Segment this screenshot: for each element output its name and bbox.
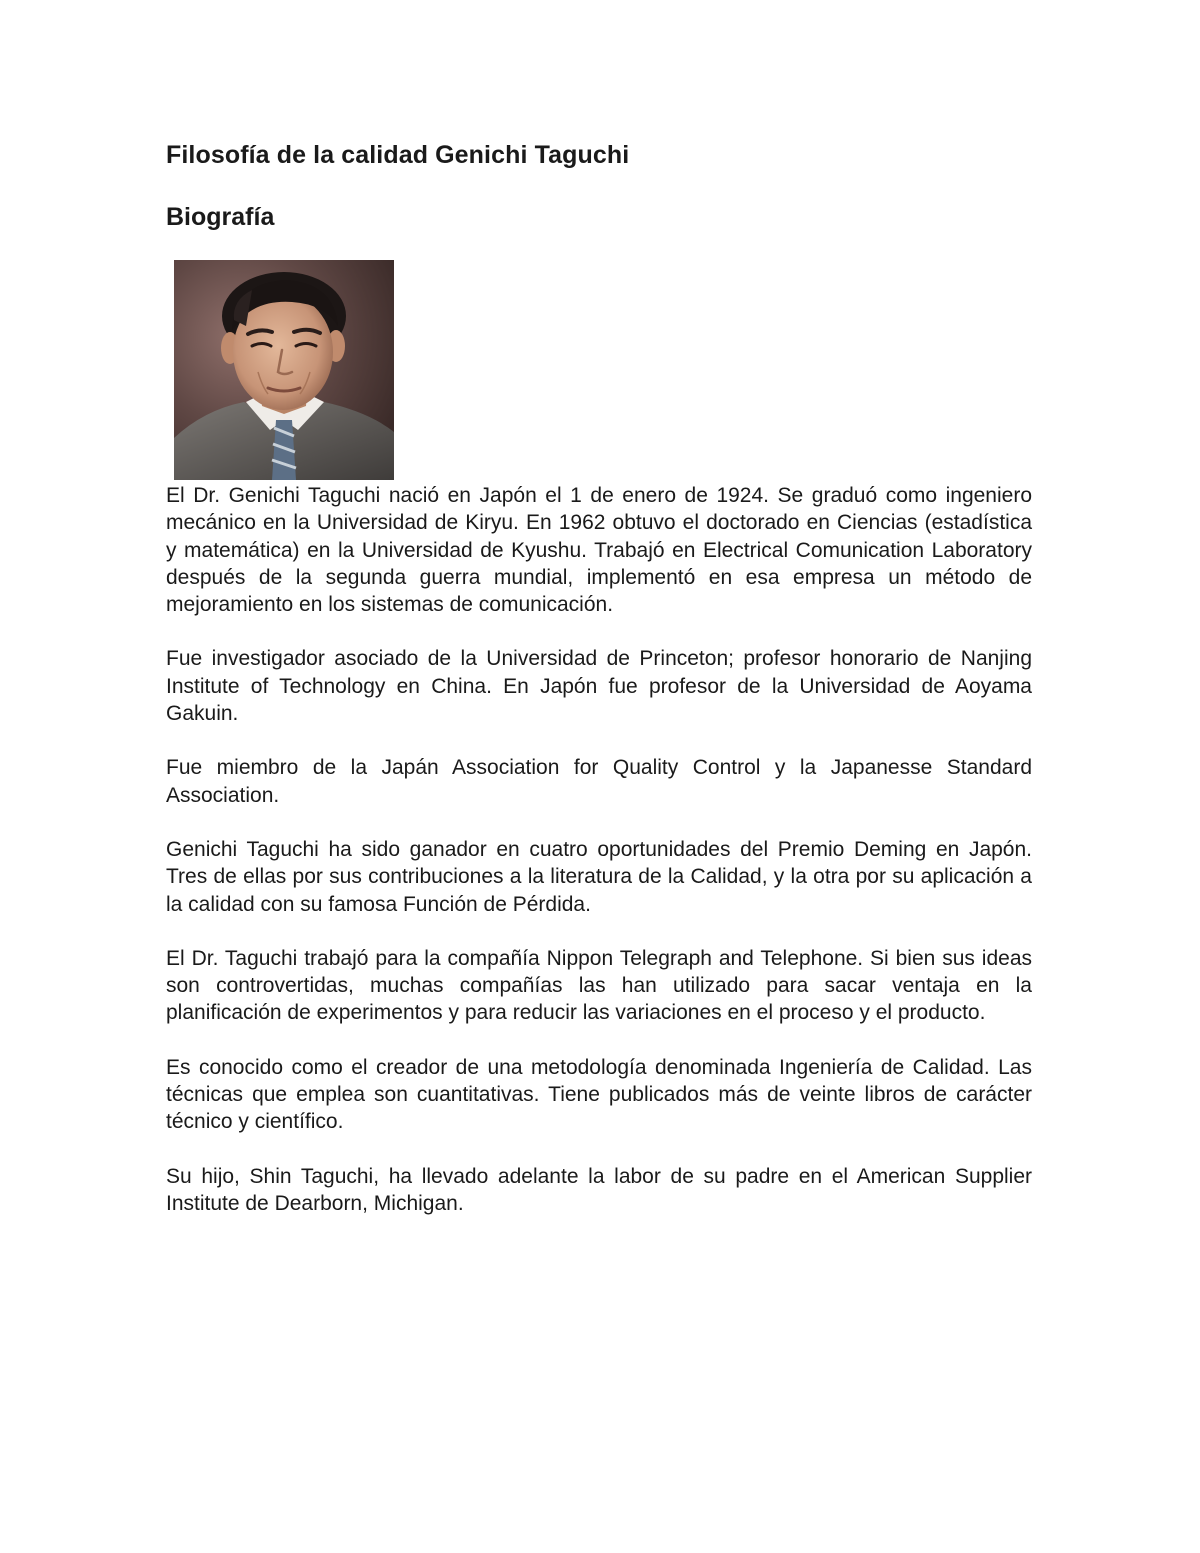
portrait-photo [174, 260, 394, 480]
document-content [166, 138, 1032, 1217]
document-title: Filosofía de la calidad Genichi Taguchi [166, 141, 630, 169]
paragraph-6: Es conocido como el creador de una metodología denominada Ingeniería de Calidad. Las técnicas que emplea son cuantitativas. Tiene publicados más de veinte libros de carácter técnico y científico. [166, 1055, 1032, 1134]
paragraph-2: Fue investigador asociado de la Universidad de Princeton; profesor honorario de Nanjing Institute of Technology en China. En Japón fue profesor de la Universidad de Aoyama Gakuin. [166, 647, 1032, 726]
paragraph-4: Genichi Taguchi ha sido ganador en cuatro oportunidades del Premio Deming en Japón. Tres de ellas por sus contribuciones a la literatura de la Calidad, y la otra por su aplicación a la calidad con su famosa Función de Pérdida. [166, 837, 1032, 916]
paragraph-5: El Dr. Taguchi trabajó para la compañía Nippon Telegraph and Telephone. Si bien sus ideas son controvertidas, muchas compañías las han utilizado para sacar ventaja en la planificación de experimentos y para reducir las variaciones en el proceso y el producto. [166, 946, 1032, 1025]
portrait-photo-icon [174, 260, 394, 480]
section-heading-biografia: Biografía [166, 203, 275, 231]
paragraph-7: Su hijo, Shin Taguchi, ha llevado adelante la labor de su padre en el American Supplier Institute de Dearborn, Michigan. [166, 1164, 1032, 1215]
paragraph-3: Fue miembro de la Japán Association for Quality Control y la Japanesse Standard Association. [166, 756, 1032, 807]
paragraph-1: El Dr. Genichi Taguchi nació en Japón el 1 de enero de 1924. Se graduó como ingeniero mecánico en la Universidad de Kiryu. En 1962 obtuvo el doctorado en Ciencias (estadística y matemática) en la Universidad de Kyushu. Trabajó en Electrical Comunication Laboratory después de la segunda guerra mundial, implementó en esa empresa un método de mejoramiento en los sistemas de comunicación. [166, 484, 1032, 617]
